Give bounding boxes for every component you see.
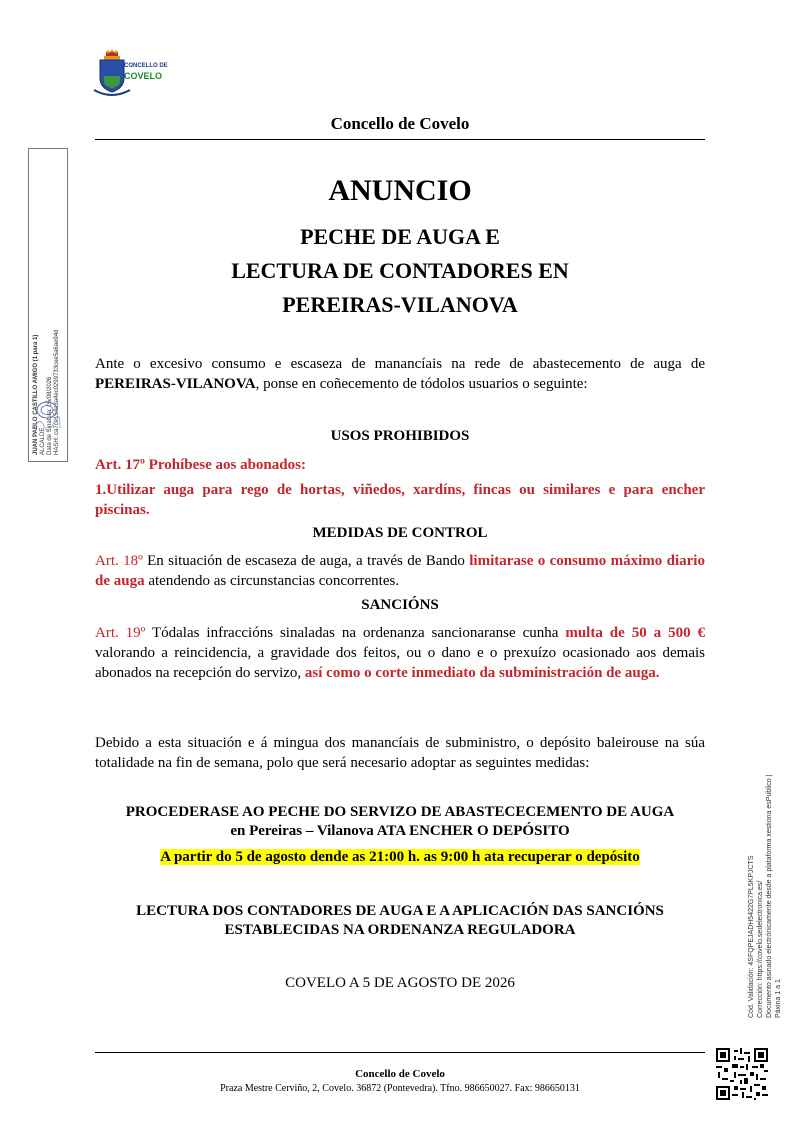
footer-divider <box>95 1052 705 1053</box>
art17-body: 1.Utilizar auga para rego de hortas, viñedos, xardíns, fincas ou similares e para encher piscinas. <box>95 482 705 518</box>
art19-red1: multa de 50 a 500 € <box>565 625 705 641</box>
signature-line1: JUAN PABLO CASTILLO AMIGO (1 para 1) <box>33 334 39 455</box>
signature-scribble-icon <box>32 414 62 432</box>
logo-line2: COVELO <box>124 71 163 81</box>
verification-text <box>747 758 783 1018</box>
intro-bold: PEREIRAS-VILANOVA <box>95 376 256 392</box>
lectura-line2: ESTABLECIDAS NA ORDENANZA REGULADORA <box>224 922 576 938</box>
section-usos: USOS PROHIBIDOS <box>330 428 470 444</box>
signature-line2: ALCALDE <box>40 427 46 455</box>
header-title: Concello de Covelo <box>330 114 470 133</box>
procederase-line1: PROCEDERASE AO PECHE DO SERVIZO DE ABASTECECEMENTO DE AUGA <box>125 804 675 820</box>
lectura-line1: LECTURA DOS CONTADORES DE AUGA E A APLICACIÓN DAS SANCIÓNS <box>136 903 664 919</box>
title-line3: LECTURA DE CONTADORES EN <box>231 258 569 283</box>
verification-line1: Cód. Validación: 4SFQPEJADH5422G7PL5KPJCTS <box>748 855 755 1018</box>
signature-line3: Data de Sinatura: 05/08/2026 <box>47 376 53 455</box>
art19-label: Art. 19º <box>95 625 146 641</box>
intro-part1: Ante o excesivo consumo e escaseza de manancíais na rede de abastecemento de auga de <box>95 356 705 372</box>
section-sancions: SANCIÓNS <box>361 597 439 613</box>
art18-b: atendendo as circunstancias concorrentes. <box>144 573 400 589</box>
intro-part2: , ponse en coñecemento de tódolos usuarios o seguinte: <box>255 376 588 392</box>
title-line2: PECHE DE AUGA E <box>300 224 500 249</box>
qr-code-icon[interactable] <box>716 1048 768 1100</box>
art19-paragraph <box>95 623 705 683</box>
logo-line1: CONCELLO DE <box>124 63 168 69</box>
section-medidas: MEDIDAS DE CONTROL <box>312 525 488 541</box>
art19-red2: así como o corte inmediato da subministración de auga. <box>304 665 660 681</box>
procederase-highlight-row <box>95 849 705 866</box>
art18-a: En situación de escaseza de auga, a través de Bando <box>142 553 470 569</box>
art19-b: valorando a reincidencia, a gravidade dos feitos, ou o dano e o prexuízo ocasionado aos demais abonados na recepción do servizo, <box>95 645 705 681</box>
signature-line4: HASH: ca7ce154a3a4ec0299733cee5a6ae94d <box>54 329 60 455</box>
art18-red: limitarase o consumo máximo diario de auga <box>95 553 705 589</box>
art17-heading: Art. 17º Prohíbese aos abonados: <box>95 457 306 473</box>
procederase-line2: en Pereiras – Vilanova ATA ENCHER O DEPÓSITO <box>230 823 570 839</box>
intro-paragraph <box>95 354 705 394</box>
debido-paragraph: Debido a esta situación e á mingua dos manancíais de subministro, o depósito baleirouse na súa totalidade na fin de semana, polo que será necesario adoptar as seguintes medidas: <box>95 735 705 771</box>
title-line4: PEREIRAS-VILANOVA <box>282 292 518 317</box>
title-main: ANUNCIO <box>328 174 472 207</box>
art19-a: Tódalas infraccións sinaladas na ordenanza sancionaranse cunha <box>145 625 566 641</box>
header-divider <box>95 139 705 140</box>
art18-label: Art. 18º <box>95 553 143 569</box>
document-date: COVELO A 5 DE AGOSTO DE 2026 <box>285 975 515 991</box>
verification-line3: Documento asinado electrónicamente desde a plataforma xestiona esPublico | Páxina 1 a 1 <box>766 774 782 1018</box>
procederase-highlight: A partir do 5 de agosto dende as 21:00 h. as 9:00 h ata recuperar o depósito <box>160 849 640 865</box>
footer-title: Concello de Covelo <box>355 1068 445 1080</box>
art18-paragraph <box>95 551 705 591</box>
footer-address: Praza Mestre Cerviño, 2, Covelo. 36872 (Pontevedra). Tfno. 986650027. Fax: 986650131 <box>220 1083 580 1094</box>
verification-line2: Corrección: https://covelo.sedelectronica.es/ <box>757 880 764 1018</box>
